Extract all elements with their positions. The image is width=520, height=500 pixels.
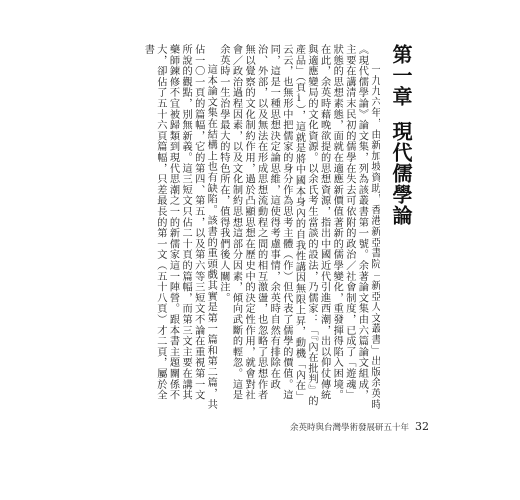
chapter-title: 現代儒學論 bbox=[389, 121, 413, 226]
running-head: 余英時與台灣學術發展研五十年 bbox=[290, 423, 410, 433]
paragraph-2: 這本論文集在結構上也有缺陷。該書的重頭戲其實是第一篇和第二篇，共佔一〇一頁的篇幅，它的第四、第五，以及第六等三短文不論在重視第一文所說的觀點，別無新義。這三短文只佔二十頁的篇幅，而第三文主要在講其藥師鍊修不宜被歸類到現代思潮之一的新儒家這一陣營。跟本書主題關係不大，卻佔了五十六頁篇幅，只差最長的第一文（五十八頁）才二頁，屬於全書 bbox=[142, 44, 217, 410]
paragraph-1: 一九九六年，由新加坡資助，香港新亞書院「新亞人文叢書」出版余英時《現代儒學論》論文集，列為該叢書第一號。余著論文集由六篇論文組成，主要在講清末民初的儒學在失去可依附的政治／社會制度，已成了「遊魂」狀態的思想素態，面就在適應新價值著新的儒學變化，重發揮得陷入困境。在此，余英時藉晚欲提的思想資源，指出中國近代引進西潮，出以仰仗傳統與適應變局的文化資源。以余氏考生當談的設法，乃儒家：「『內在批判』的產品」（頁ⅰ），這就是將中國本身內的自我性講因無限上昇，動機「內在」云云，也無形中把儒家的身分作為思考主體（作）但代表了儒學的價值。這同，這是一種思想決定論思維，這使得考慮事情，余英時自然有排除在政治、外部，以及無法在形成思想流動程之間的相互激盪，也忽略了思想作者無以覺察的文化制約作用，過於凸顯思想在歷史中的決定性作用，就會對社會／政治過程因素，以及文化制約思想這部分因素，傾向武斷的輕忽。這是余英時一生治學最大的特色所在，值得我們後人關注。 bbox=[217, 44, 380, 410]
chapter-heading bbox=[390, 44, 412, 226]
page-number: 32 bbox=[415, 420, 430, 433]
body-text bbox=[140, 44, 380, 410]
page-footer bbox=[290, 420, 429, 433]
chapter-label: 第一章 bbox=[389, 44, 413, 107]
